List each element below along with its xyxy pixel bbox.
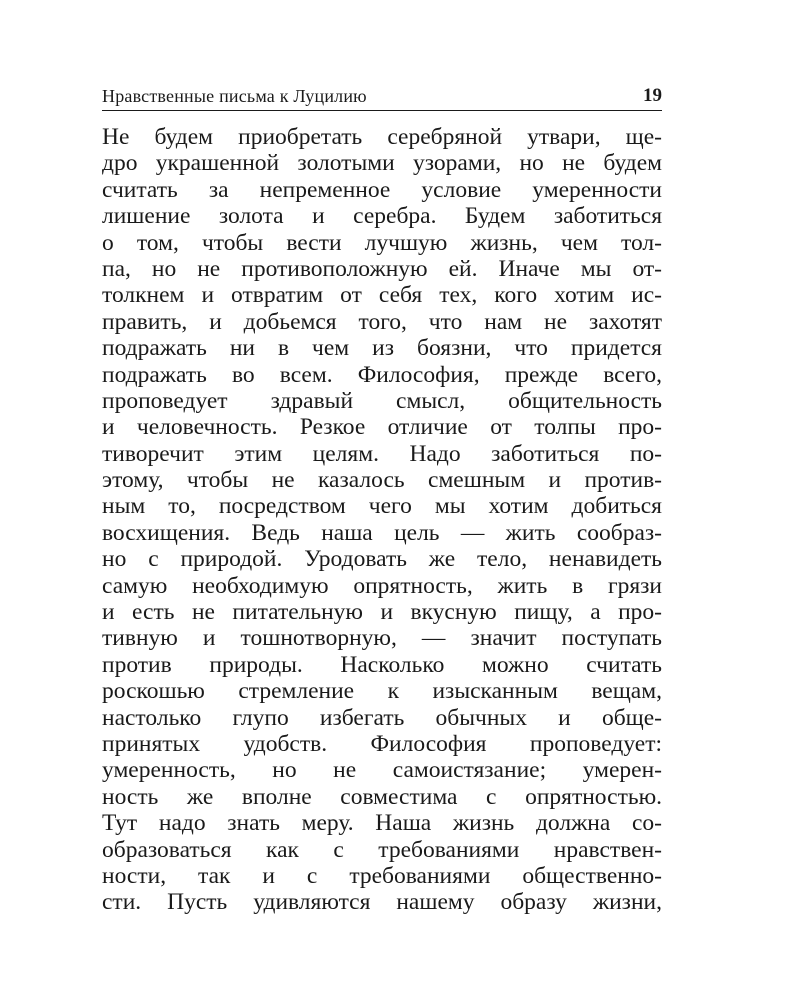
text-line: лишение золота и серебра. Будем заботиться	[102, 203, 662, 230]
text-line: править, и добьемся того, что нам не захотят	[102, 308, 662, 335]
text-line: сти. Пусть удивляются нашему образу жизни,	[102, 889, 662, 916]
text-line: но с природой. Уродовать же тело, ненавидеть	[102, 546, 662, 573]
text-line: подражать ни в чем из боязни, что придется	[102, 335, 662, 362]
text-line: о том, чтобы вести лучшую жизнь, чем тол-	[102, 229, 662, 256]
text-line: умеренность, но не самоистязание; умерен-	[102, 757, 662, 784]
text-line: самую необходимую опрятность, жить в грязи	[102, 572, 662, 599]
text-line: ным то, посредством чего мы хотим добиться	[102, 493, 662, 520]
text-line: роскошью стремление к изысканным вещам,	[102, 678, 662, 705]
text-line: этому, чтобы не казалось смешным и против-	[102, 467, 662, 494]
text-line: проповедует здравый смысл, общительность	[102, 387, 662, 414]
text-line: тиворечит этим целям. Надо заботиться по-	[102, 440, 662, 467]
text-line: и есть не питательную и вкусную пищу, а про-	[102, 599, 662, 626]
text-line: считать за непременное условие умеренности	[102, 176, 662, 203]
text-line: тивную и тошнотворную, — значит поступать	[102, 625, 662, 652]
text-line: Не будем приобретать серебряной утвари, ще-	[102, 124, 662, 150]
text-line: ность же вполне совместима с опрятностью.	[102, 783, 662, 810]
text-line: толкнем и отвратим от себя тех, кого хотим ис-	[102, 282, 662, 309]
text-line: па, но не противоположную ей. Иначе мы от-	[102, 255, 662, 282]
text-line: принятых удобств. Философия проповедует:	[102, 730, 662, 757]
running-title: Нравственные письма к Луцилию	[102, 86, 367, 106]
running-header	[102, 84, 662, 111]
text-line: подражать во всем. Философия, прежде всего,	[102, 361, 662, 388]
body-text	[102, 124, 662, 916]
text-line: Тут надо знать меру. Наша жизнь должна со-	[102, 810, 662, 837]
text-line: и человечность. Резкое отличие от толпы про-	[102, 414, 662, 441]
text-line: дро украшенной золотыми узорами, но не будем	[102, 150, 662, 177]
text-line: восхищения. Ведь наша цель — жить сообраз-	[102, 519, 662, 546]
text-line: ности, так и с требованиями общественно-	[102, 862, 662, 889]
page-number: 19	[643, 85, 662, 106]
text-line: против природы. Насколько можно считать	[102, 651, 662, 678]
text-line: настолько глупо избегать обычных и обще-	[102, 704, 662, 731]
text-line: образоваться как с требованиями нравствен-	[102, 836, 662, 863]
